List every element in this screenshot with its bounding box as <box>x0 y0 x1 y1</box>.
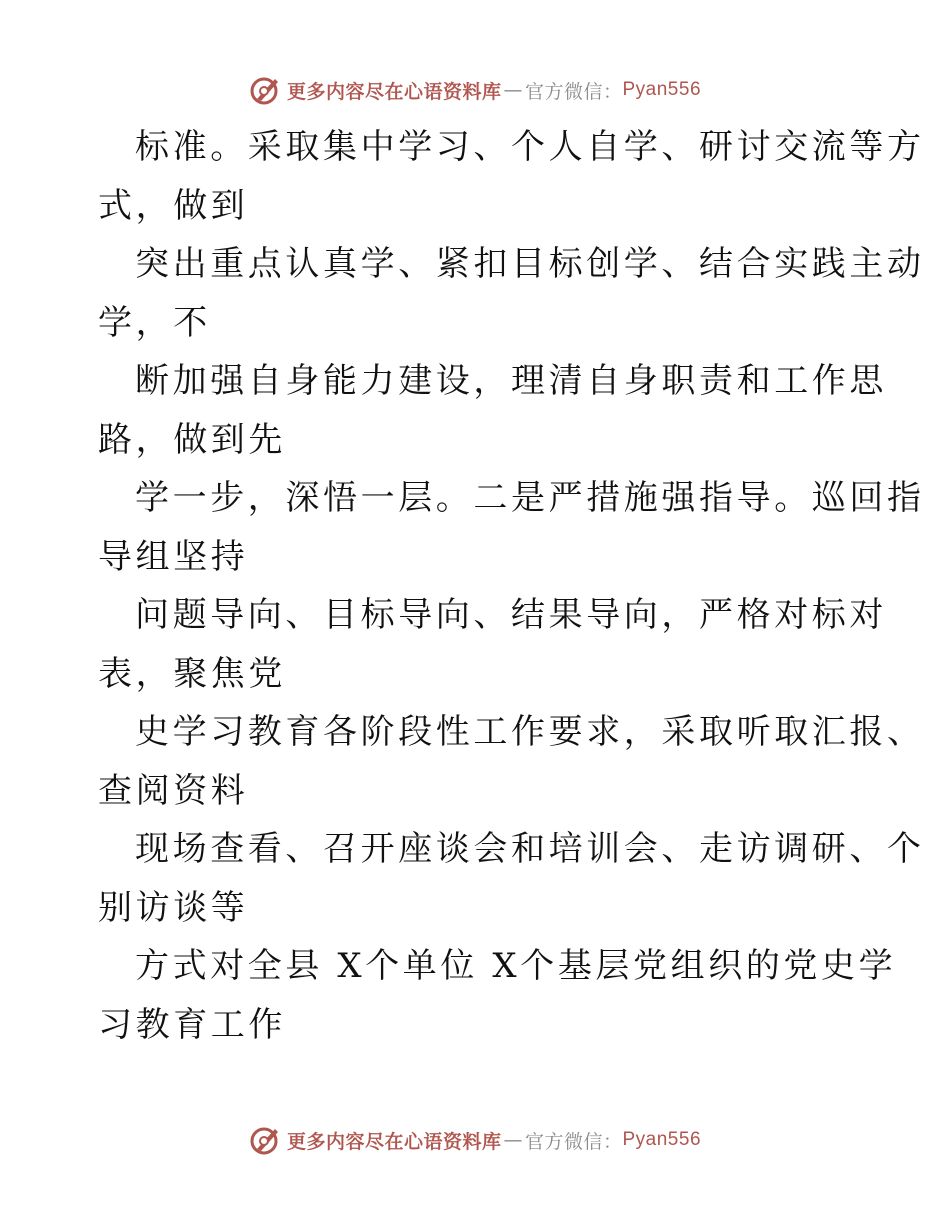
body-line: 问题导向、目标导向、结果导向，严格对标对 <box>135 595 887 635</box>
footer-watermark <box>0 1120 950 1160</box>
body-line: 标准。采取集中学习、个人自学、研讨交流等方 <box>135 127 925 167</box>
body-line: 史学习教育各阶段性工作要求，采取听取汇报、 <box>135 712 925 752</box>
header-watermark <box>0 70 950 110</box>
body-line: 表，聚焦党 <box>98 653 286 694</box>
body-line: 断加强自身能力建设，理清自身职责和工作思 <box>135 361 887 401</box>
body-line: 现场查看、召开座谈会和培训会、走访调研、个 <box>135 829 925 869</box>
body-line: 查阅资料 <box>98 770 249 811</box>
body-line: 学一步，深悟一层。二是严措施强指导。巡回指 <box>135 478 925 518</box>
watermark-sub-text: 官方微信： <box>524 80 623 103</box>
document-body <box>0 118 950 1054</box>
watermark-sub-text: 官方微信： <box>524 1130 623 1153</box>
body-line: 突出重点认真学、紧扣目标创学、结合实践主动 <box>135 244 925 284</box>
quill-logo-icon <box>249 1123 283 1157</box>
watermark-main-text: 更多内容尽在心语资料库 <box>286 1130 502 1153</box>
body-line: 学，不 <box>98 302 211 343</box>
body-line: 式，做到 <box>98 185 249 226</box>
watermark-wechat-id: Pyan556 <box>622 79 702 100</box>
watermark-main-text: 更多内容尽在心语资料库 <box>286 80 502 103</box>
body-line: 方式对全县 X个单位 X个基层党组织的党史学 <box>135 946 897 986</box>
body-line: 习教育工作 <box>98 1004 286 1045</box>
watermark-wechat-id: Pyan556 <box>622 1129 702 1150</box>
body-line: 路，做到先 <box>98 419 286 460</box>
watermark-separator: — <box>503 79 523 101</box>
body-line: 别访谈等 <box>98 887 249 928</box>
watermark-separator: — <box>503 1129 523 1151</box>
quill-logo-icon <box>249 73 283 107</box>
body-line: 导组坚持 <box>98 536 249 577</box>
